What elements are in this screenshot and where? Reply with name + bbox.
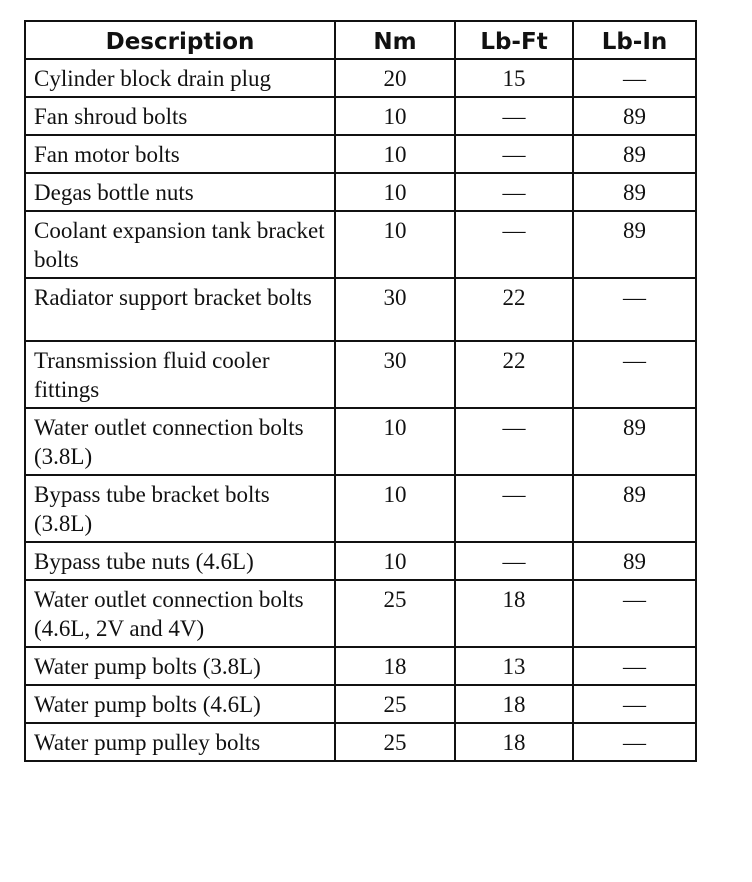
- cell-lb-in: —: [573, 723, 696, 761]
- cell-lb-in: —: [573, 341, 696, 408]
- cell-lb-in: 89: [573, 475, 696, 542]
- cell-nm: 20: [335, 59, 455, 97]
- cell-lb-ft: —: [455, 97, 573, 135]
- cell-lb-ft: —: [455, 135, 573, 173]
- cell-lb-in: —: [573, 580, 696, 647]
- cell-lb-in: —: [573, 278, 696, 341]
- cell-lb-in: 89: [573, 408, 696, 475]
- cell-nm: 30: [335, 278, 455, 341]
- cell-lb-ft: —: [455, 211, 573, 278]
- table-row: [25, 475, 696, 542]
- cell-lb-in: —: [573, 647, 696, 685]
- cell-description: Water outlet connection bolts (4.6L, 2V and 4V): [25, 580, 335, 647]
- cell-lb-ft: 15: [455, 59, 573, 97]
- cell-description: Degas bottle nuts: [25, 173, 335, 211]
- cell-lb-ft: —: [455, 475, 573, 542]
- cell-nm: 10: [335, 173, 455, 211]
- cell-lb-in: 89: [573, 542, 696, 580]
- cell-lb-in: —: [573, 59, 696, 97]
- cell-description: Bypass tube bracket bolts (3.8L): [25, 475, 335, 542]
- cell-lb-ft: 18: [455, 723, 573, 761]
- table-row: [25, 723, 696, 761]
- cell-nm: 10: [335, 135, 455, 173]
- cell-description: Radiator support bracket bolts: [25, 278, 335, 341]
- cell-description: Water pump bolts (3.8L): [25, 647, 335, 685]
- cell-description: Transmission fluid cooler fittings: [25, 341, 335, 408]
- table-row: [25, 97, 696, 135]
- header-lb-in: Lb-In: [573, 21, 696, 59]
- cell-lb-ft: —: [455, 173, 573, 211]
- torque-spec-table: [24, 20, 697, 762]
- cell-lb-in: 89: [573, 173, 696, 211]
- cell-lb-ft: —: [455, 542, 573, 580]
- table-row: [25, 211, 696, 278]
- cell-description: Water outlet connection bolts (3.8L): [25, 408, 335, 475]
- table-row: [25, 173, 696, 211]
- table-row: [25, 59, 696, 97]
- cell-nm: 18: [335, 647, 455, 685]
- cell-description: Water pump pulley bolts: [25, 723, 335, 761]
- cell-nm: 10: [335, 97, 455, 135]
- cell-description: Fan motor bolts: [25, 135, 335, 173]
- cell-lb-in: 89: [573, 97, 696, 135]
- table-row: [25, 341, 696, 408]
- cell-nm: 10: [335, 408, 455, 475]
- cell-description: Bypass tube nuts (4.6L): [25, 542, 335, 580]
- header-nm: Nm: [335, 21, 455, 59]
- header-row: [25, 21, 696, 59]
- table-row: [25, 542, 696, 580]
- table-row: [25, 580, 696, 647]
- cell-lb-ft: —: [455, 408, 573, 475]
- cell-lb-ft: 13: [455, 647, 573, 685]
- cell-lb-in: 89: [573, 211, 696, 278]
- cell-lb-ft: 22: [455, 278, 573, 341]
- cell-lb-ft: 18: [455, 580, 573, 647]
- cell-lb-in: —: [573, 685, 696, 723]
- cell-description: Coolant expansion tank bracket bolts: [25, 211, 335, 278]
- cell-description: Water pump bolts (4.6L): [25, 685, 335, 723]
- table-row: [25, 408, 696, 475]
- cell-nm: 10: [335, 542, 455, 580]
- cell-nm: 25: [335, 685, 455, 723]
- table-row: [25, 647, 696, 685]
- cell-nm: 30: [335, 341, 455, 408]
- cell-description: Fan shroud bolts: [25, 97, 335, 135]
- cell-nm: 10: [335, 211, 455, 278]
- cell-nm: 10: [335, 475, 455, 542]
- cell-nm: 25: [335, 580, 455, 647]
- header-lb-ft: Lb-Ft: [455, 21, 573, 59]
- table-row: [25, 685, 696, 723]
- header-description: Description: [25, 21, 335, 59]
- cell-lb-ft: 22: [455, 341, 573, 408]
- cell-lb-in: 89: [573, 135, 696, 173]
- cell-nm: 25: [335, 723, 455, 761]
- table-row: [25, 135, 696, 173]
- cell-lb-ft: 18: [455, 685, 573, 723]
- table-row: [25, 278, 696, 341]
- cell-description: Cylinder block drain plug: [25, 59, 335, 97]
